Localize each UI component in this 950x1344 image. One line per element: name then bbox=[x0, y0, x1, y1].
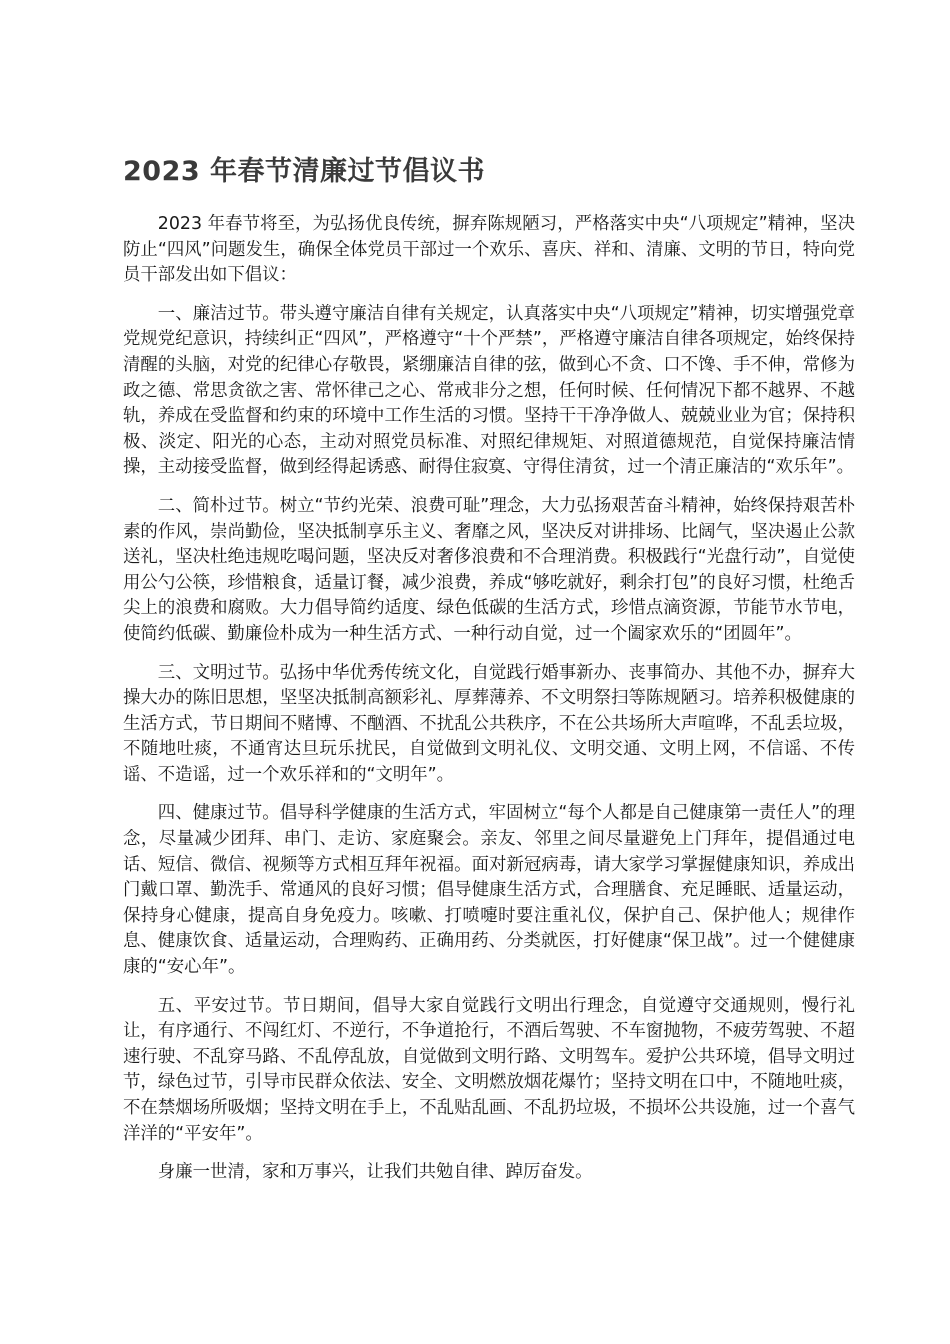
closing-paragraph: 身廉一世清，家和万事兴，让我们共勉自律、踔厉奋发。 bbox=[157, 1162, 593, 1183]
paragraph-safe-holiday: 五、平安过节。节日期间，倡导大家自觉践行文明出行理念，自觉遵守交通规则，慢行礼让，有序通行、不闯红灯、不逆行，不争道抢行，不酒后驾驶、不车窗抛物，不疲劳驾驶、不超速行驶、不乱穿马路、不乱停乱放，自觉做到文明行路、文明驾车。爱护公共环境，倡导文明过节，绿色过节，引导市民群众依法、安全、文明燃放烟花爆竹；坚持文明在口中，不随地吐痰，不在禁烟场所吸烟；坚持文明在手上，不乱贴乱画、不乱扔垃圾，不损坏公共设施，过一个喜气洋洋的“平安年”。 bbox=[123, 995, 855, 1144]
document-page bbox=[123, 150, 855, 1199]
paragraph-civilized-holiday: 三、文明过节。弘扬中华优秀传统文化，自觉践行婚事新办、丧事简办、其他不办，摒弃大操大办的陈旧思想，坚坚决抵制高额彩礼、厚葬薄养、不文明祭扫等陈规陋习。培养积极健康的生活方式，节日期间不赌博、不酗酒、不扰乱公共秩序，不在公共场所大声喧哗，不乱丢垃圾，不随地吐痰，不通宵达旦玩乐扰民，自觉做到文明礼仪、文明交通、文明上网，不信谣、不传谣、不造谣，过一个欢乐祥和的“文明年”。 bbox=[123, 662, 855, 785]
paragraph-healthy-holiday: 四、健康过节。倡导科学健康的生活方式，牢固树立“每个人都是自己健康第一责任人”的理念，尽量减少团拜、串门、走访、家庭聚会。亲友、邻里之间尽量避免上门拜年，提倡通过电话、短信、微信、视频等方式相互拜年祝福。面对新冠病毒，请大家学习掌握健康知识，养成出门戴口罩、勤洗手、常通风的良好习惯；倡导健康生活方式，合理膳食、充足睡眠、适量运动，保持身心健康，提高自身免疫力。咳嗽、打喷嚏时要注重礼仪，保护自己、保护他人；规律作息、健康饮食、适量运动，合理购药、正确用药、分类就医，打好健康“保卫战”。过一个健健康康的“安心年”。 bbox=[123, 803, 855, 978]
document-title: 2023 年春节清廉过节倡议书 bbox=[123, 156, 486, 187]
intro-paragraph: 2023 年春节将至，为弘扬优良传统，摒弃陈规陋习，严格落实中央“八项规定”精神，坚决防止“四风”问题发生，确保全体党员干部过一个欢乐、喜庆、祥和、清廉、文明的节日，特向党员干部发出如下倡议： bbox=[123, 214, 855, 286]
paragraph-clean-holiday: 一、廉洁过节。带头遵守廉洁自律有关规定，认真落实中央“八项规定”精神，切实增强党章党规党纪意识，持续纠正“四风”，严格遵守“十个严禁”，严格遵守廉洁自律各项规定，始终保持清醒的头脑，对党的纪律心存敬畏，紧绷廉洁自律的弦，做到心不贪、口不馋、手不伸，常修为政之德、常思贪欲之害、常怀律己之心、常戒非分之想，任何时候、任何情况下都不越界、不越轨，养成在受监督和约束的环境中工作生活的习惯。坚持干干净净做人、兢兢业业为官；保持积极、淡定、阳光的心态，主动对照党员标准、对照纪律规矩、对照道德规范，自觉保持廉洁情操，主动接受监督，做到经得起诱惑、耐得住寂寞、守得住清贫，过一个清正廉洁的“欢乐年”。 bbox=[123, 303, 855, 478]
paragraph-frugal-holiday: 二、简朴过节。树立“节约光荣、浪费可耻”理念，大力弘扬艰苦奋斗精神，始终保持艰苦朴素的作风，崇尚勤俭，坚决抵制享乐主义、奢靡之风，坚决反对讲排场、比阔气，坚决遏止公款送礼，坚决杜绝违规吃喝问题，坚决反对奢侈浪费和不合理消费。积极践行“光盘行动”，自觉使用公勺公筷，珍惜粮食，适量订餐，减少浪费，养成“够吃就好，剩余打包”的良好习惯，杜绝舌尖上的浪费和腐败。大力倡导简约适度、绿色低碳的生活方式，珍惜点滴资源，节能节水节电，使简约低碳、勤廉俭朴成为一种生活方式、一种行动自觉，过一个阖家欢乐的“团圆年”。 bbox=[123, 495, 855, 644]
